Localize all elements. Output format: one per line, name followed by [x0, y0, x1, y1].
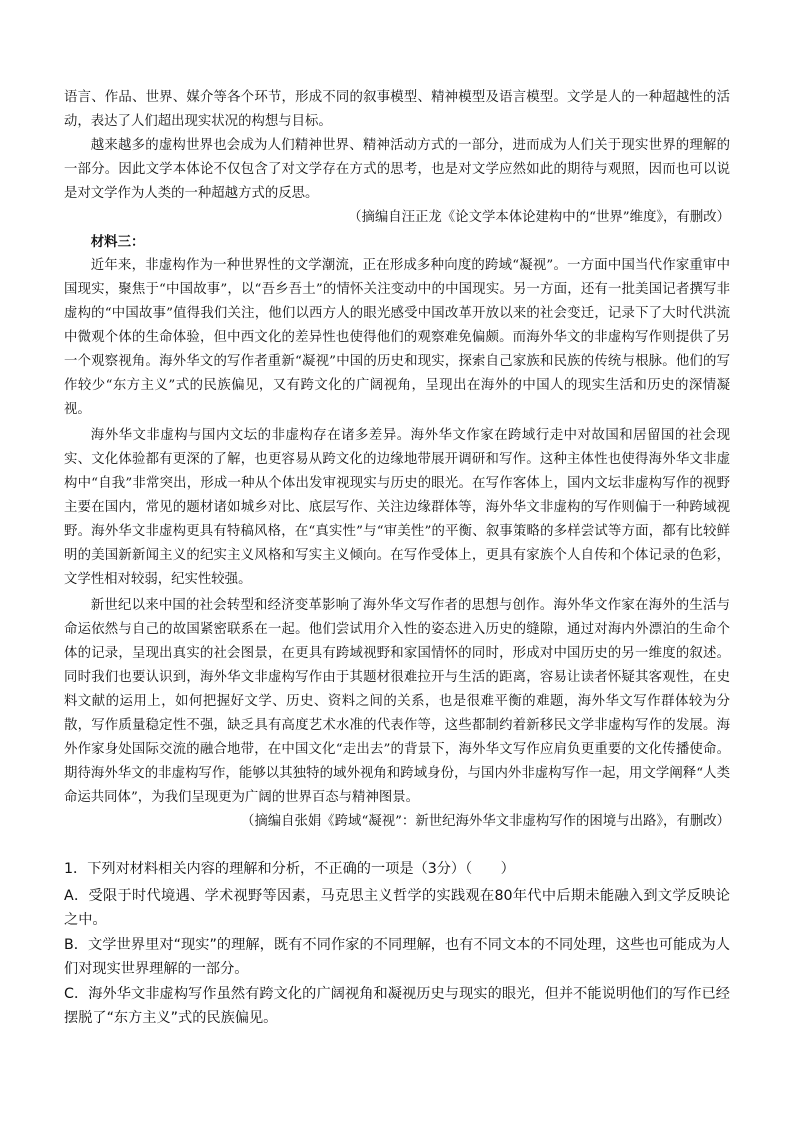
paragraph: 越来越多的虚构世界也会成为人们精神世界、精神活动方式的一部分，进而成为人们关于现实世界的理解的一部分。因此文学本体论不仅包含了对文学存在方式的思考，也是对文学应然如此的期待与观照，因而也可以说是对文学作为人类的一种超越方式的反思。	[64, 138, 730, 201]
option-c: C．海外华文非虚构写作虽然有跨文化的广阔视角和凝视历史与现实的眼光，但并不能说明他们的写作已经摆脱了“东方主义”式的民族偏见。	[64, 985, 730, 1026]
paragraph-continuation: 语言、作品、世界、媒介等各个环节，形成不同的叙事模型、精神模型及语言模型。文学是人的一种超越性的活动，表达了人们超出现实状况的构想与目标。	[64, 90, 730, 129]
question-stem: 1．下列对材料相关内容的理解和分析，不正确的一项是（3分）（ ）	[64, 861, 515, 877]
paragraph: 海外华文非虚构与国内文坛的非虚构存在诸多差异。海外华文作家在跨域行走中对故国和居留国的社会现实、文化体验都有更深的了解，也更容易从跨文化的边缘地带展开调研和写作。这种主体性也使得海外华文非虚构中“自我”非常突出，形成一种从个体出发审视现实与历史的眼光。在写作客体上，国内文坛非虚构写作的视野主要在国内，常见的题材诸如城乡对比、底层写作、关注边缘群体等，海外华文非虚构的写作则偏于一种跨域视野。海外华文非虚构更具有特稿风格，在“真实性”与“审美性”的平衡、叙事策略的多样尝试等方面，都有比较鲜明的美国新新闻主义的纪实主义风格和写实主义倾向。在写作受体上，更具有家族个人自传和个体记录的色彩，文学性相对较弱，纪实性较强。	[64, 428, 730, 587]
article-body	[64, 86, 730, 834]
option-a: A．受限于时代境遇、学术视野等因素，马克思主义哲学的实践观在80年代中后期未能融入到文学反映论之中。	[64, 887, 730, 928]
paragraph: 新世纪以来中国的社会转型和经济变革影响了海外华文写作者的思想与创作。海外华文作家在海外的生活与命运依然与自己的故国紧密联系在一起。他们尝试用介入性的姿态进入历史的缝隙，通过对海内外漂泊的生命个体的记录，呈现出真实的社会图景，在更具有跨域视野和家国情怀的同时，形成对中国历史的另一维度的叙述。同时我们也要认识到，海外华文非虚构写作由于其题材很难拉开与生活的距离，容易让读者怀疑其客观性，在史料文献的运用上，如何把握好文学、历史、资料之间的关系，也是很难平衡的难题，海外华文写作群体较为分散，写作质量稳定性不强，缺乏具有高度艺术水准的代表作等，这些都制约着新移民文学非虚构写作的发展。海外作家身处国际交流的融合地带，在中国文化“走出去”的背景下，海外华文写作应肩负更重要的文化传播使命。期待海外华文的非虚构写作，能够以其独特的域外视角和跨域身份，与国内外非虚构写作一起，用文学阐释“人类命运共同体”，为我们呈现更为广阔的世界百态与精神图景。	[64, 598, 730, 805]
paragraph: 近年来，非虚构作为一种世界性的文学潮流，正在形成多种向度的跨域“凝视”。一方面中国当代作家重审中国现实，聚焦于“中国故事”，以“吾乡吾土”的情怀关注变动中的中国现实。另一方面，还有一批美国记者撰写非虚构的“中国故事”值得我们关注，他们以西方人的眼光感受中国改革开放以来的社会变迁，记录下了大时代洪流中微观个体的生命体验，但中西文化的差异性也使得他们的观察难免偏颇。而海外华文的非虚构写作则提供了另一个观察视角。海外华文的写作者重新“凝视”中国的历史和现实，探索自己家族和民族的传统与根脉。他们的写作较少“东方主义”式的民族偏见，又有跨文化的广阔视角，呈现出在海外的中国人的现实生活和历史的深情凝视。	[64, 258, 730, 417]
option-b: B．文学世界里对“现实”的理解，既有不同作家的不同理解，也有不同文本的不同处理，这些也可能成为人们对现实世界理解的一部分。	[64, 936, 730, 977]
source-citation: （摘编自张娟《跨域“凝视”：新世纪海外华文非虚构写作的困境与出路》，有删改）	[240, 814, 730, 829]
source-citation: （摘编自汪正龙《论文学本体论建构中的“世界”维度》，有删改）	[348, 210, 730, 225]
question-block	[64, 857, 730, 1031]
section-heading: 材料三：	[90, 234, 145, 250]
